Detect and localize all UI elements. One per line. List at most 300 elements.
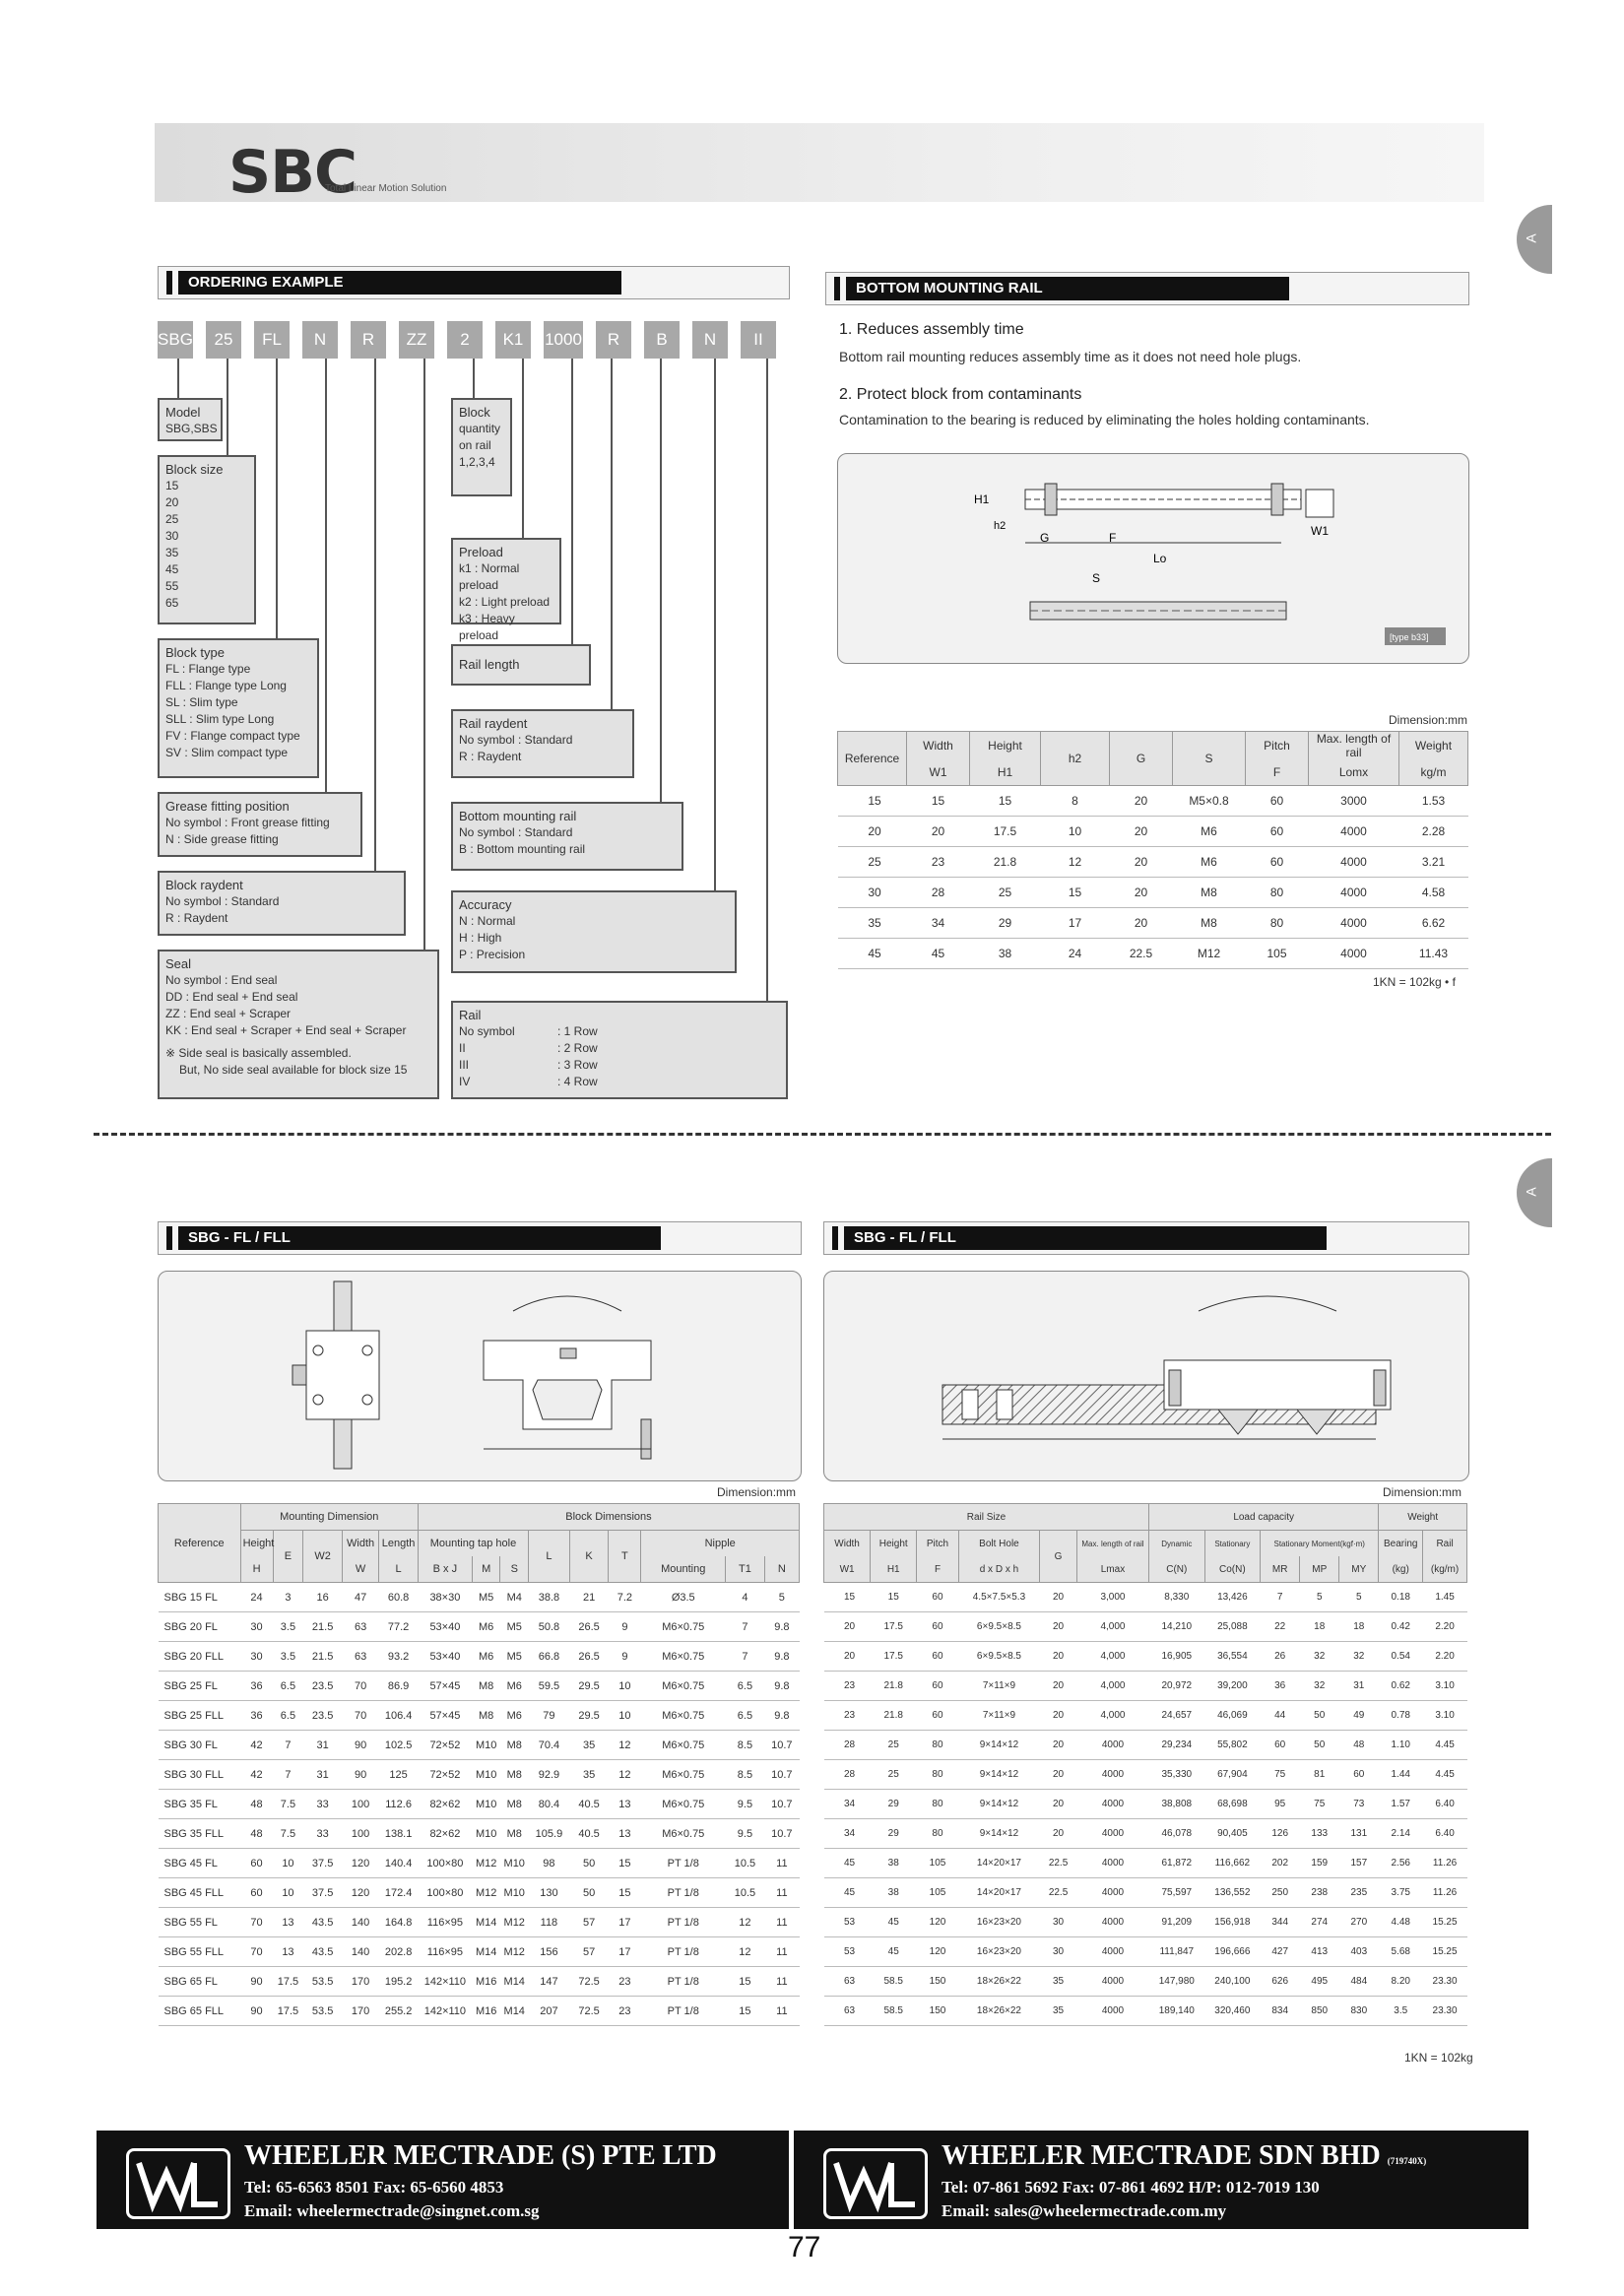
table-cell: SBG 20 FLL [159, 1642, 241, 1672]
table-cell: 18×26×22 [958, 1967, 1040, 1997]
table-cell: 125 [379, 1760, 419, 1790]
table-cell: 12 [726, 1908, 765, 1937]
table-cell: 24 [1041, 939, 1110, 969]
table-cell: 4000 [1076, 1878, 1148, 1908]
table-cell: 53.5 [303, 1997, 343, 2026]
table-cell: 70 [240, 1937, 273, 1967]
table-cell: M8 [472, 1701, 500, 1731]
table-cell: M6×0.75 [641, 1731, 726, 1760]
table-cell: 9×14×12 [958, 1760, 1040, 1790]
table-cell: 7.5 [273, 1790, 303, 1819]
table-cell: 15 [838, 786, 907, 817]
table-cell: 4,000 [1076, 1672, 1148, 1701]
table-cell: 53 [824, 1908, 871, 1937]
table-cell: 10 [273, 1849, 303, 1878]
ordering-code: B [644, 321, 680, 359]
table-cell: 7 [726, 1642, 765, 1672]
table-cell: 495 [1300, 1967, 1339, 1997]
ordering-code: R [596, 321, 631, 359]
sbg-right-section-title: SBG - FL / FLL [823, 1221, 1469, 1255]
table-row [824, 1790, 1467, 1819]
table-cell: 30 [240, 1612, 273, 1642]
table-cell: 4.45 [1423, 1731, 1467, 1760]
table-cell: 20 [1040, 1790, 1077, 1819]
table-cell: 20 [1040, 1760, 1077, 1790]
table-row [159, 1583, 800, 1612]
dimension-unit: Dimension:mm [1389, 713, 1468, 727]
table-cell: 45 [871, 1908, 917, 1937]
table-cell: M5 [500, 1642, 529, 1672]
table-cell: 80 [917, 1819, 958, 1849]
table-cell: 60 [917, 1672, 958, 1701]
table-cell: 4000 [1309, 908, 1399, 939]
sbg-left-section-title: SBG - FL / FLL [158, 1221, 802, 1255]
table-cell: 6.5 [726, 1701, 765, 1731]
table-cell: 3.5 [273, 1642, 303, 1672]
table-cell: 46,078 [1149, 1819, 1205, 1849]
table-cell: 6.40 [1423, 1819, 1467, 1849]
table-row [824, 1819, 1467, 1849]
ordering-code: II [741, 321, 776, 359]
table-cell: 20 [1110, 908, 1173, 939]
table-cell: SBG 55 FLL [159, 1937, 241, 1967]
table-cell: 33 [303, 1819, 343, 1849]
table-cell: 3.5 [1379, 1997, 1423, 2026]
table-cell: 105 [917, 1878, 958, 1908]
table-row [824, 1731, 1467, 1760]
table-cell: M5 [472, 1583, 500, 1612]
sbg-left-table: Reference Mounting Dimension Block Dimensions Height E W2 Width Length Mounting tap hole L K T Nipple H W L B x J M S Mounting T1 N SBG 15 FL 24 3 16 47 60.8 38×30 M5 M4 38.8 21 7.2 Ø3.5 4 5 SBG 20 FL 30 3.5 21.5 63 77.2 53×40 M6 M5 50.8 26.5 9 M6×0.75 7 9.8 SBG 20 FLL 30 3.5 21.5 63 93.2 53×40 M6 M5 66.8 26.5 9 M6×0.75 7 9.8 SBG 25 FL 36 6.5 23.5 70 86.9 57×45 M8 M6 59.5 29.5 10 M6×0.75 6.5 9.8 SBG 25 FLL 36 6.5 23.5 70 106.4 57×45 M8 M6 79 29.5 10 M6×0.75 6.5 9.8 SBG 30 FL 42 7 31 90 102.5 72×52 M10 M8 70.4 35 12 M6×0.75 8.5 10.7 SBG 30 FLL 42 7 31 90 125 72×52 M10 M8 92.9 35 12 M6×0.75 8.5 10.7 SBG 35 FL 48 7.5 33 100 112.6 82×62 M10 M8 80.4 40.5 13 M6×0.75 9.5 10.7 SBG 35 FLL 48 7.5 33 100 138.1 82×62 M10 M8 105.9 40.5 13 M6×0.75 9.5 10.7 SBG 45 FL 60 10 37.5 120 140.4 100×80 M12 M10 98 50 15 PT 1/8 10.5 11 SBG 45 FLL 60 10 37.5 120 172.4 100×80 M12 M10 130 50 15 PT 1/8 10.5 11 SBG 55 FL 70 13 43.5 140 164.8 116×95 M14 M12 118 57 17 PT 1/8 12 11 SBG 55 FLL 70 13 43.5 140 202.8 116×95 M14 M12 156 57 17 PT 1/8 12 11 SBG 65 FL 90 17.5 53.5 170 195.2 142×110 M16 M14 147 72.5 23 PT 1/8 15 11 SBG 65 FLL 90 17.5 53.5 170 255.2 142×110 M16 M14 207 72.5 23 PT 1/8 15 11 [158, 1503, 800, 2026]
table-cell: 11.26 [1423, 1849, 1467, 1878]
table-cell: 9.8 [764, 1701, 799, 1731]
box-rail: Rail No symbol : 1 Row II : 2 Row III : 3 Row IV : 4 Row [451, 1001, 788, 1099]
table-cell: 270 [1339, 1908, 1379, 1937]
table-cell: 81 [1300, 1760, 1339, 1790]
table-cell: 63 [824, 1967, 871, 1997]
table-cell: 67,904 [1204, 1760, 1261, 1790]
table-cell: 15 [907, 786, 970, 817]
table-cell: 9×14×12 [958, 1731, 1040, 1760]
table-cell: 413 [1300, 1937, 1339, 1967]
table-cell: 5.68 [1379, 1937, 1423, 1967]
table-cell: 7 [273, 1760, 303, 1790]
table-cell: 10 [609, 1672, 641, 1701]
table-cell: 2.28 [1399, 817, 1468, 847]
table-cell: 131 [1339, 1819, 1379, 1849]
table-cell: 10.7 [764, 1760, 799, 1790]
table-cell: 75,597 [1149, 1878, 1205, 1908]
table-cell: 4000 [1309, 847, 1399, 878]
table-cell: 18 [1339, 1612, 1379, 1642]
table-row [159, 1967, 800, 1997]
table-cell: 31 [303, 1731, 343, 1760]
table-cell: 4 [726, 1583, 765, 1612]
table-cell: 29.5 [569, 1672, 609, 1701]
table-row [824, 1937, 1467, 1967]
table-cell: 6×9.5×8.5 [958, 1642, 1040, 1672]
table-cell: 20 [838, 817, 907, 847]
table-cell: 4000 [1076, 1997, 1148, 2026]
table-cell: 8.20 [1379, 1967, 1423, 1997]
table-row [159, 1612, 800, 1642]
table-cell: 13 [273, 1937, 303, 1967]
table-row [824, 1701, 1467, 1731]
table-cell: 20 [907, 817, 970, 847]
svg-text:W1: W1 [1311, 524, 1329, 538]
table-row [159, 1997, 800, 2026]
table-cell: 238 [1300, 1878, 1339, 1908]
table-cell: 38 [871, 1849, 917, 1878]
table-cell: 10.7 [764, 1819, 799, 1849]
table-cell: 20 [1040, 1672, 1077, 1701]
table-cell: M12 [500, 1937, 529, 1967]
table-cell: 4000 [1076, 1849, 1148, 1878]
table-cell: 834 [1261, 1997, 1300, 2026]
table-cell: M6×0.75 [641, 1819, 726, 1849]
table-cell: M6×0.75 [641, 1672, 726, 1701]
table-cell: 60 [240, 1878, 273, 1908]
table-cell: 50 [569, 1878, 609, 1908]
table-cell: M8 [500, 1790, 529, 1819]
table-cell: 8.5 [726, 1760, 765, 1790]
table-cell: 40.5 [569, 1819, 609, 1849]
table-cell: 15 [609, 1849, 641, 1878]
table-cell: 46,069 [1204, 1701, 1261, 1731]
table-cell: 79 [529, 1701, 570, 1731]
table-cell: 15 [970, 786, 1041, 817]
table-cell: M6×0.75 [641, 1612, 726, 1642]
table-cell: 10.7 [764, 1790, 799, 1819]
table-cell: 111,847 [1149, 1937, 1205, 1967]
table-cell: 80 [1246, 878, 1309, 908]
table-cell: 5 [764, 1583, 799, 1612]
table-cell: 36,554 [1204, 1642, 1261, 1672]
table-cell: 91,209 [1149, 1908, 1205, 1937]
table-cell: 14×20×17 [958, 1849, 1040, 1878]
footer-malaysia [794, 2131, 1528, 2229]
table-cell: 49 [1339, 1701, 1379, 1731]
table-cell: 20,972 [1149, 1672, 1205, 1701]
ordering-code: FL [254, 321, 290, 359]
table-cell: 23.5 [303, 1672, 343, 1701]
table-cell: 7.2 [609, 1583, 641, 1612]
table-cell: 12 [609, 1731, 641, 1760]
table-cell: 21.5 [303, 1642, 343, 1672]
table-cell: 4.45 [1423, 1760, 1467, 1790]
table-cell: 57 [569, 1908, 609, 1937]
table-cell: 3.10 [1423, 1672, 1467, 1701]
table-row [838, 908, 1468, 939]
table-cell: 20 [824, 1642, 871, 1672]
table-cell: 59.5 [529, 1672, 570, 1701]
table-cell: 50 [1300, 1701, 1339, 1731]
table-cell: 82×62 [418, 1819, 472, 1849]
table-cell: 20 [1040, 1583, 1077, 1612]
table-cell: 116×95 [418, 1937, 472, 1967]
box-block-size: Block size 15 20 25 30 35 45 55 65 [158, 455, 256, 624]
table-cell: 24,657 [1149, 1701, 1205, 1731]
table-row [824, 1997, 1467, 2026]
table-cell: 140.4 [379, 1849, 419, 1878]
table-cell: 7 [273, 1731, 303, 1760]
table-cell: M14 [472, 1908, 500, 1937]
company-phone: Tel: 07-861 5692 Fax: 07-861 4692 H/P: 012-7019 130 [942, 2178, 1320, 2197]
table-cell: 18×26×22 [958, 1997, 1040, 2026]
table-cell: 20 [1040, 1642, 1077, 1672]
ordering-code: N [302, 321, 338, 359]
table-cell: 38 [970, 939, 1041, 969]
table-cell: 6.5 [273, 1701, 303, 1731]
table-cell: 15 [871, 1583, 917, 1612]
feature-heading-1: 1. Reduces assembly time [839, 321, 1024, 338]
table-row [159, 1642, 800, 1672]
table-cell: 120 [917, 1908, 958, 1937]
table-cell: 57×45 [418, 1672, 472, 1701]
table-cell: 189,140 [1149, 1997, 1205, 2026]
table-cell: M14 [472, 1937, 500, 1967]
table-cell: 7 [1261, 1583, 1300, 1612]
table-cell: 0.18 [1379, 1583, 1423, 1612]
table-cell: 24 [240, 1583, 273, 1612]
table-cell: 9×14×12 [958, 1790, 1040, 1819]
table-cell: 20 [1040, 1701, 1077, 1731]
bottom-rail-table: Reference Width Height h2 G S Pitch Max. length of rail Weight W1 H1 F Lomx kg/m 15 15 15 8 20 M5×0.8 60 3000 1.53 20 20 17.5 10 20 M6 60 4000 2.28 25 23 21.8 12 20 M6 60 4000 3.21 30 28 25 15 20 M8 80 4000 4.58 35 34 29 17 20 M8 80 4000 6.62 45 45 38 24 22.5 M12 105 4000 11.43 [837, 731, 1468, 969]
ordering-code: N [692, 321, 728, 359]
table-cell: 202.8 [379, 1937, 419, 1967]
table-cell: 80.4 [529, 1790, 570, 1819]
table-cell: M4 [500, 1583, 529, 1612]
table-cell: 7 [726, 1612, 765, 1642]
table-cell: 25,088 [1204, 1612, 1261, 1642]
company-phone: Tel: 65-6563 8501 Fax: 65-6560 4853 [244, 2178, 504, 2197]
table-cell: 43.5 [303, 1937, 343, 1967]
table-cell: M10 [472, 1790, 500, 1819]
box-grease-fitting: Grease fitting position No symbol : Front grease fitting N : Side grease fitting [158, 792, 362, 857]
table-cell: M6 [1173, 847, 1246, 878]
table-row [159, 1819, 800, 1849]
table-cell: 32 [1339, 1642, 1379, 1672]
table-cell: 23 [907, 847, 970, 878]
table-row [159, 1849, 800, 1878]
table-row [824, 1760, 1467, 1790]
connector [714, 359, 716, 890]
table-cell: 90 [342, 1731, 378, 1760]
table-cell: 150 [917, 1997, 958, 2026]
table-cell: 48 [240, 1790, 273, 1819]
brand-logo: SBC [228, 138, 357, 207]
table-cell: 44 [1261, 1701, 1300, 1731]
table-cell: 6×9.5×8.5 [958, 1612, 1040, 1642]
table-cell: 63 [342, 1612, 378, 1642]
table-cell: PT 1/8 [641, 1878, 726, 1908]
table-cell: 32 [1300, 1642, 1339, 1672]
company-logo [126, 2148, 230, 2219]
company-name: WHEELER MECTRADE SDN BHD (719740X) [942, 2140, 1427, 2171]
table-cell: 20 [1040, 1612, 1077, 1642]
table-cell: 3 [273, 1583, 303, 1612]
table-cell: 45 [824, 1849, 871, 1878]
table-row [159, 1731, 800, 1760]
table-cell: 156,918 [1204, 1908, 1261, 1937]
table-cell: 21.8 [970, 847, 1041, 878]
table-cell: 38 [871, 1878, 917, 1908]
table-cell: 17.5 [273, 1967, 303, 1997]
table-cell: 25 [871, 1760, 917, 1790]
table-cell: 11 [764, 1997, 799, 2026]
table-cell: 11.43 [1399, 939, 1468, 969]
table-cell: 20 [1110, 786, 1173, 817]
ordering-code: K1 [495, 321, 531, 359]
table-cell: 39,200 [1204, 1672, 1261, 1701]
table-row [159, 1672, 800, 1701]
table-cell: SBG 30 FLL [159, 1760, 241, 1790]
table-cell: 58.5 [871, 1997, 917, 2026]
connector [766, 359, 768, 1001]
table-cell: 21.8 [871, 1701, 917, 1731]
table-cell: 13 [273, 1908, 303, 1937]
table-cell: 29 [970, 908, 1041, 939]
table-cell: 57×45 [418, 1701, 472, 1731]
table-cell: 11 [764, 1967, 799, 1997]
table-cell: M6×0.75 [641, 1701, 726, 1731]
table-cell: 80 [917, 1731, 958, 1760]
svg-text:H1: H1 [974, 492, 990, 506]
wm-logo-icon [129, 2151, 227, 2216]
table-cell: 14×20×17 [958, 1878, 1040, 1908]
block-drawing [159, 1272, 801, 1480]
table-cell: 80 [917, 1790, 958, 1819]
connector [660, 359, 662, 802]
table-cell: 196,666 [1204, 1937, 1261, 1967]
table-cell: 40.5 [569, 1790, 609, 1819]
box-accuracy: Accuracy N : Normal H : High P : Precision [451, 890, 737, 973]
connector [276, 359, 278, 640]
company-name: WHEELER MECTRADE (S) PTE LTD [244, 2140, 717, 2171]
table-cell: 13 [609, 1819, 641, 1849]
table-cell: 10.5 [726, 1878, 765, 1908]
table-cell: 50 [1300, 1731, 1339, 1760]
table-cell: M14 [500, 1967, 529, 1997]
table-row [838, 878, 1468, 908]
table-cell: 4000 [1076, 1760, 1148, 1790]
table-cell: 4,000 [1076, 1642, 1148, 1672]
table-cell: 60 [917, 1612, 958, 1642]
bottom-rail-drawing [838, 454, 1468, 663]
table-cell: 58.5 [871, 1967, 917, 1997]
table-cell: 70 [240, 1908, 273, 1937]
box-block-type: Block type FL : Flange type FLL : Flange type Long SL : Slim type SLL : Slim type Long FV : Flange compact type SV : Slim compact type [158, 638, 319, 778]
table-cell: 86.9 [379, 1672, 419, 1701]
table-cell: 1.57 [1379, 1790, 1423, 1819]
table-cell: 6.40 [1423, 1790, 1467, 1819]
table-cell: 7.5 [273, 1819, 303, 1849]
table-cell: 159 [1300, 1849, 1339, 1878]
table-cell: 10 [609, 1701, 641, 1731]
table-cell: 72×52 [418, 1731, 472, 1760]
table-cell: 1.10 [1379, 1731, 1423, 1760]
table-cell: M8 [1173, 878, 1246, 908]
table-cell: M14 [500, 1997, 529, 2026]
table-cell: 120 [342, 1878, 378, 1908]
table-cell: SBG 65 FLL [159, 1997, 241, 2026]
table-cell: 3.5 [273, 1612, 303, 1642]
table-cell: 133 [1300, 1819, 1339, 1849]
page-divider [94, 1133, 1551, 1136]
table-cell: 13 [609, 1790, 641, 1819]
table-cell: 9.5 [726, 1790, 765, 1819]
table-row [838, 786, 1468, 817]
table-cell: 25 [838, 847, 907, 878]
table-cell: 53×40 [418, 1642, 472, 1672]
page-number: 77 [788, 2231, 821, 2263]
table-cell: 28 [824, 1731, 871, 1760]
table-cell: 147 [529, 1967, 570, 1997]
table-cell: 70 [342, 1672, 378, 1701]
table-cell: 11 [764, 1878, 799, 1908]
table-cell: 170 [342, 1997, 378, 2026]
table-cell: Ø3.5 [641, 1583, 726, 1612]
table-cell: 60 [917, 1701, 958, 1731]
table-cell: M8 [500, 1760, 529, 1790]
table-cell: M6 [500, 1672, 529, 1701]
table-cell: 126 [1261, 1819, 1300, 1849]
table-cell: 63 [824, 1997, 871, 2026]
table-cell: 10.5 [726, 1849, 765, 1878]
table-cell: 50.8 [529, 1612, 570, 1642]
table-cell: M12 [472, 1878, 500, 1908]
table-cell: 7×11×9 [958, 1701, 1040, 1731]
table-cell: 34 [824, 1790, 871, 1819]
table-cell: 1.45 [1423, 1583, 1467, 1612]
table-cell: 90,405 [1204, 1819, 1261, 1849]
table-row [824, 1967, 1467, 1997]
table-cell: 75 [1261, 1760, 1300, 1790]
table-cell: 30 [1040, 1937, 1077, 1967]
connector [227, 359, 228, 457]
table-cell: 30 [240, 1642, 273, 1672]
ordering-code: ZZ [399, 321, 434, 359]
table-cell: 53×40 [418, 1612, 472, 1642]
table-cell: M12 [1173, 939, 1246, 969]
table-cell: 850 [1300, 1997, 1339, 2026]
table-cell: 29.5 [569, 1701, 609, 1731]
table-cell: 11.26 [1423, 1878, 1467, 1908]
table-cell: 106.4 [379, 1701, 419, 1731]
table-cell: 0.78 [1379, 1701, 1423, 1731]
table-cell: 37.5 [303, 1849, 343, 1878]
table-cell: 4.48 [1379, 1908, 1423, 1937]
table-cell: 13,426 [1204, 1583, 1261, 1612]
ordering-code: 2 [447, 321, 483, 359]
table-cell: 48 [240, 1819, 273, 1849]
company-logo [823, 2148, 928, 2219]
table-cell: 20 [1040, 1731, 1077, 1760]
table-cell: 37.5 [303, 1878, 343, 1908]
table-cell: PT 1/8 [641, 1849, 726, 1878]
table-cell: 72.5 [569, 1997, 609, 2026]
table-cell: 830 [1339, 1997, 1379, 2026]
table-cell: 15.25 [1423, 1908, 1467, 1937]
table-cell: 17 [1041, 908, 1110, 939]
table-cell: 60.8 [379, 1583, 419, 1612]
table-cell: 105 [917, 1849, 958, 1878]
table-cell: 16 [303, 1583, 343, 1612]
table-cell: 23 [824, 1701, 871, 1731]
table-cell: PT 1/8 [641, 1997, 726, 2026]
table-cell: 29 [871, 1819, 917, 1849]
table-cell: 22.5 [1110, 939, 1173, 969]
table-cell: 53.5 [303, 1967, 343, 1997]
